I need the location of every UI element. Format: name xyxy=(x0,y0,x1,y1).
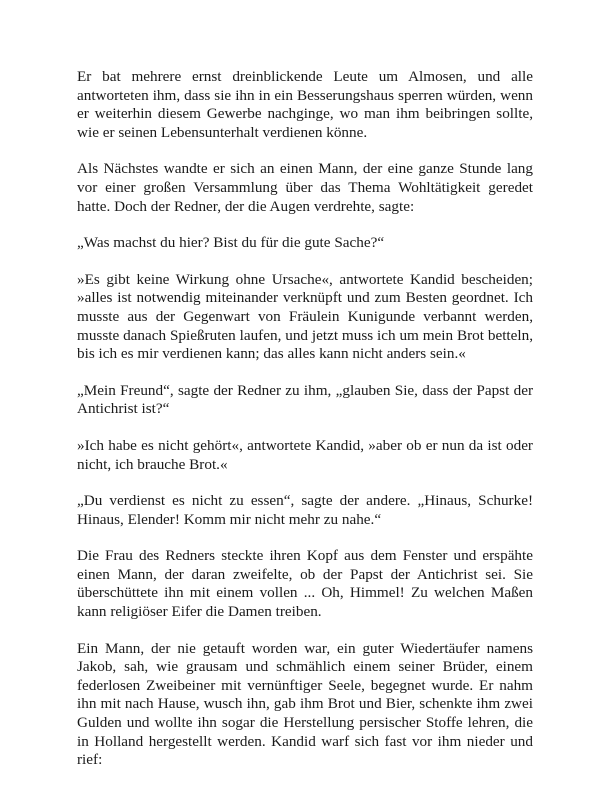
paragraph-4: »Es gibt keine Wirkung ohne Ursache«, antwortete Kandid bescheiden; »alles ist notwendig miteinander verknüpft und zum Besten geordnet. Ich musste aus der Gegenwart von Fräulein Kunigunde verbannt werden, musste danach Spießruten laufen, und jetzt muss ich um mein Brot betteln, bis ich es mir verdienen kann; das alles kann nicht anders sein.« xyxy=(77,270,533,363)
paragraph-2: Als Nächstes wandte er sich an einen Mann, der eine ganze Stunde lang vor einer großen Versammlung über das Thema Wohltätigkeit geredet hatte. Doch der Redner, der die Augen verdrehte, sagte: xyxy=(77,160,533,215)
paragraph-8: Die Frau des Redners steckte ihren Kopf aus dem Fenster und erspähte einen Mann, der daran zweifelte, ob der Papst der Antichrist sei. Sie überschüttete ihn mit einem vollen ... Oh, Himmel! Zu welchen Maßen kann religiöser Eifer die Damen treiben. xyxy=(77,547,533,621)
document-page xyxy=(77,68,533,788)
paragraph-1: Er bat mehrere ernst dreinblickende Leute um Almosen, und alle antworteten ihm, dass sie ihn in ein Besserungshaus sperren würden, wenn er weiterhin diesem Gewerbe nachginge, wo man ihm beibringen sollte, wie er seinen Lebensunterhalt verdienen könne. xyxy=(77,68,533,141)
paragraph-3: „Was machst du hier? Bist du für die gute Sache?“ xyxy=(77,234,385,252)
paragraph-9: Ein Mann, der nie getauft worden war, ein guter Wiedertäufer namens Jakob, sah, wie grausam und schmählich einem seiner Brüder, einem federlosen Zweibeiner mit vernünftiger Seele, begegnet wurde. Er nahm ihn mit nach Hause, wusch ihn, gab ihm Brot und Bier, schenkte ihm zwei Gulden und wollte ihn sogar die Herstellung persischer Stoffe lehren, die in Holland hergestellt werden. Kandid warf sich fast vor ihm nieder und rief: xyxy=(77,639,533,769)
paragraph-5: „Mein Freund“, sagte der Redner zu ihm, „glauben Sie, dass der Papst der Antichrist ist?“ xyxy=(77,381,533,418)
paragraph-7: „Du verdienst es nicht zu essen“, sagte der andere. „Hinaus, Schurke! Hinaus, Elender! Komm mir nicht mehr zu nahe.“ xyxy=(77,492,533,528)
paragraph-6: »Ich habe es nicht gehört«, antwortete Kandid, »aber ob er nun da ist oder nicht, ich brauche Brot.« xyxy=(77,436,533,473)
